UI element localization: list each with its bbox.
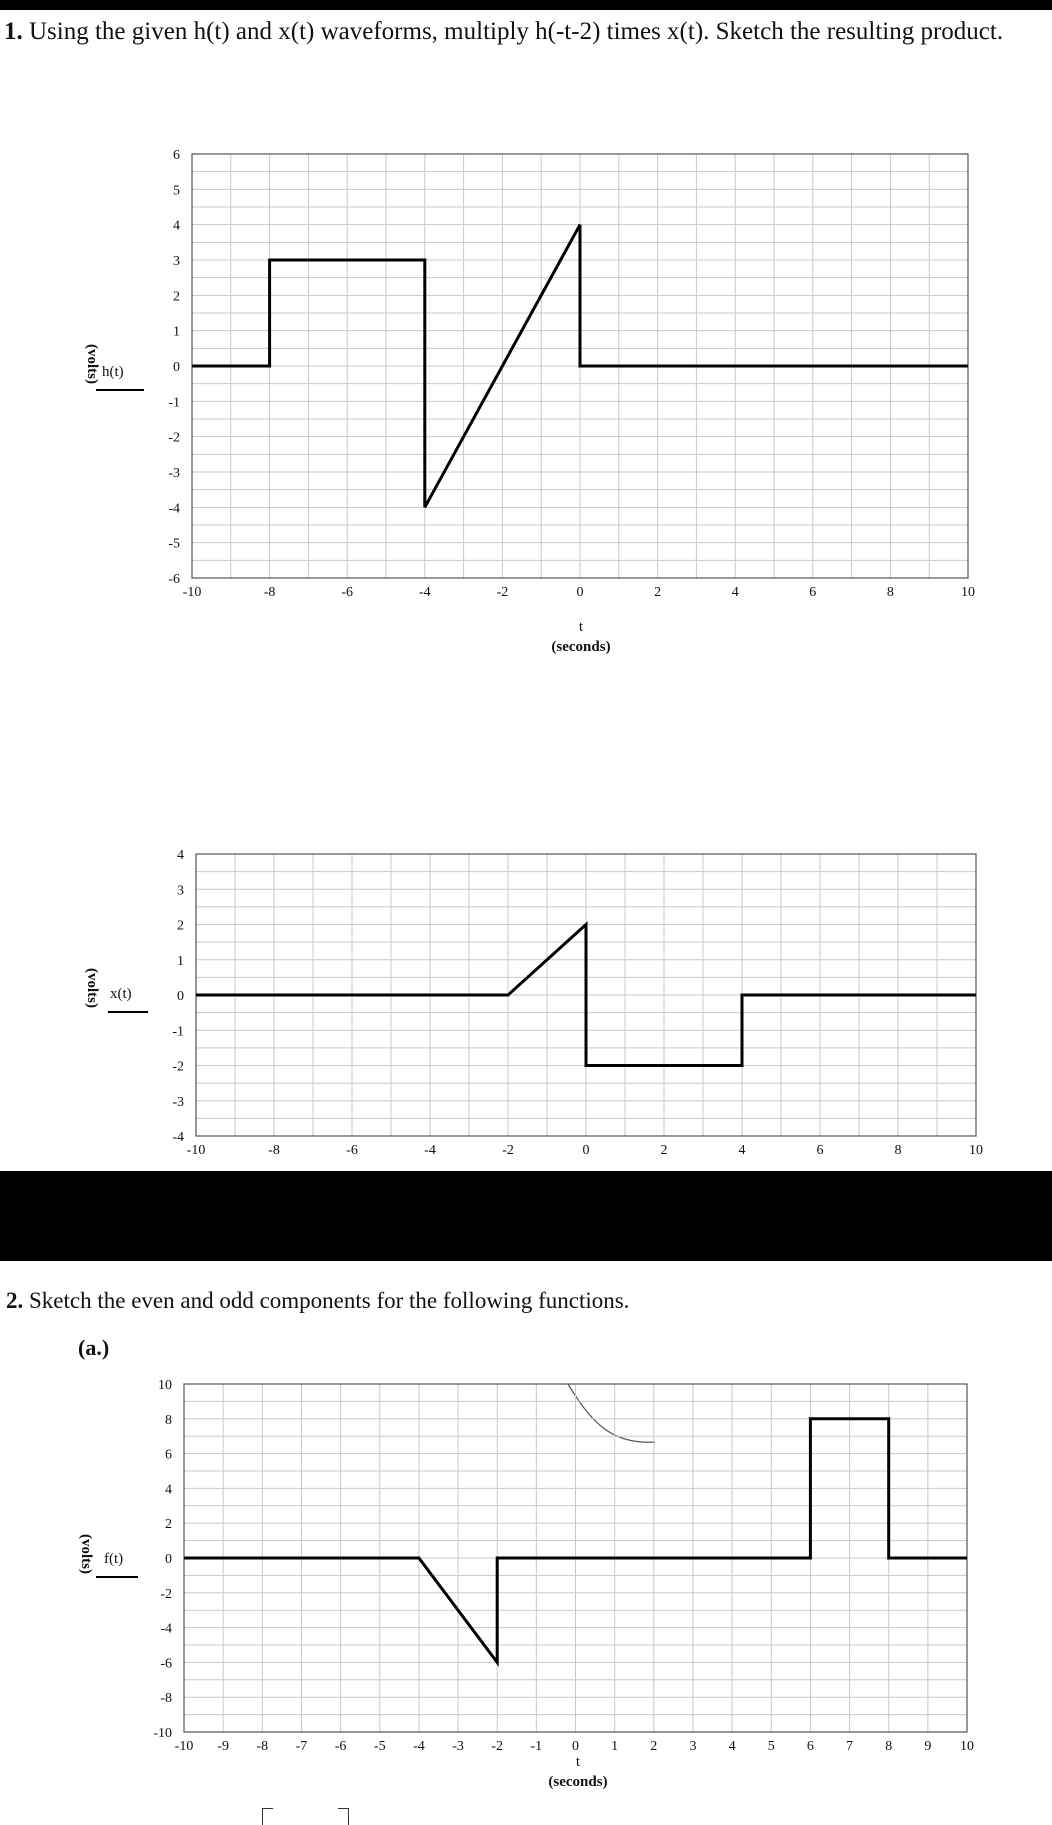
x-tick-label: -7 [295, 1739, 308, 1754]
x-tick-label: -2 [496, 585, 509, 600]
x-tick-label: 8 [894, 1143, 902, 1158]
y-tick-label: -8 [160, 1691, 172, 1707]
y-tick-label: -1 [168, 395, 180, 411]
x-tick-label: 8 [885, 1739, 893, 1754]
x-tick-label: -9 [217, 1739, 229, 1754]
y-tick-label: -2 [172, 1059, 184, 1075]
ylabel-text: (volts) [78, 1534, 94, 1574]
y-tick-label: -4 [160, 1621, 172, 1637]
x-tick-label: -4 [424, 1143, 436, 1158]
x-tick-label: -10 [186, 1143, 206, 1158]
y-tick-label: -4 [172, 1130, 184, 1145]
x-tick-label: 6 [816, 1143, 824, 1158]
y-tick-label: 0 [173, 360, 180, 375]
part-a-label: (a.) [78, 1335, 110, 1360]
x-tick-label: 10 [969, 1143, 983, 1158]
x-tick-label: 6 [806, 1739, 814, 1754]
x-tick-label: -3 [452, 1739, 464, 1754]
function-label: h(t) [102, 364, 124, 380]
f-of-t-plot [0, 1370, 1052, 1800]
y-tick-label: 4 [173, 218, 180, 234]
y-tick-label: 3 [177, 883, 184, 899]
y-tick-label: -5 [168, 536, 180, 552]
x-tick-label: 4 [738, 1143, 746, 1158]
x-tick-label: -10 [174, 1739, 194, 1754]
y-tick-label: 3 [173, 254, 180, 269]
xunit-text: (seconds) [551, 639, 611, 655]
x-tick-label: 2 [654, 585, 662, 600]
y-tick-label: -6 [168, 572, 180, 587]
x-tick-label: 10 [960, 1739, 974, 1754]
problem-2-text: Sketch the even and odd components for the following functions. [29, 1288, 630, 1313]
x-tick-label: 4 [728, 1739, 736, 1754]
y-tick-label: 6 [165, 1447, 172, 1463]
x-tick-label: 2 [650, 1739, 658, 1754]
x-tick-label: 8 [886, 585, 894, 600]
xunit-text: (seconds) [548, 1774, 608, 1790]
x-tick-label: 0 [582, 1143, 590, 1158]
x-tick-label: -1 [530, 1739, 543, 1754]
y-tick-label: -4 [168, 501, 180, 517]
x-tick-label: 9 [924, 1739, 932, 1754]
x-tick-label: -6 [346, 1143, 358, 1158]
y-tick-label: -3 [172, 1094, 184, 1110]
x-tick-label: -4 [418, 585, 431, 600]
y-tick-label: 0 [177, 989, 184, 1004]
function-label: f(t) [104, 1551, 124, 1567]
x-tick-label: -8 [256, 1739, 269, 1754]
y-tick-label: 2 [173, 289, 180, 305]
y-tick-label: 2 [165, 1517, 172, 1533]
x-tick-label: -8 [268, 1143, 280, 1158]
x-tick-label: -5 [373, 1739, 386, 1754]
y-tick-label: 4 [177, 848, 184, 863]
pen-stray-mark [568, 1384, 655, 1442]
problem-1-statement [4, 18, 1003, 46]
x-tick-label: 10 [961, 585, 975, 600]
problem-1-text: Using the given h(t) and x(t) waveforms, multiply h(-t-2) times x(t). Sketch the resulting product. [29, 18, 1004, 45]
y-tick-label: 10 [158, 1378, 172, 1393]
y-tick-label: 1 [173, 324, 180, 340]
x-tick-label: -8 [263, 585, 276, 600]
y-tick-label: -6 [160, 1656, 172, 1672]
y-tick-label: 2 [177, 918, 184, 934]
x-tick-label: 0 [572, 1739, 579, 1754]
x-tick-label: -10 [182, 585, 202, 600]
xlabel-text: t [575, 1754, 581, 1770]
x-tick-label: 6 [809, 585, 817, 600]
y-tick-label: -3 [168, 466, 180, 481]
x-tick-label: -2 [491, 1739, 504, 1754]
h-of-t-plot [0, 140, 1052, 680]
y-tick-label: 0 [165, 1552, 172, 1567]
y-tick-label: 1 [177, 953, 184, 969]
y-tick-label: 4 [165, 1482, 172, 1498]
y-tick-label: 8 [165, 1412, 172, 1428]
x-tick-label: 1 [611, 1739, 619, 1754]
matrix-bracket-right [338, 1808, 349, 1825]
y-tick-label: -2 [168, 430, 180, 446]
x-tick-label: 5 [767, 1739, 775, 1754]
y-tick-label: 6 [173, 148, 180, 163]
problem-1-number: 1. [4, 18, 23, 45]
ylabel-text: (volts) [84, 344, 100, 384]
y-tick-label: -10 [153, 1726, 172, 1741]
x-tick-label: -6 [341, 585, 354, 600]
x-tick-label: 3 [689, 1739, 697, 1754]
x-tick-label: 0 [576, 585, 584, 600]
problem-2-number: 2. [6, 1288, 24, 1313]
x-of-t-plot [0, 840, 1052, 1170]
y-unit-label [84, 344, 100, 384]
y-tick-label: 5 [173, 183, 180, 199]
x-tick-label: 7 [846, 1739, 854, 1754]
black-divider-band [0, 1171, 1052, 1261]
x-tick-label: 4 [731, 585, 739, 600]
y-tick-label: -1 [172, 1024, 184, 1040]
ylabel-text: (volts) [84, 968, 100, 1008]
x-tick-label: -4 [413, 1739, 425, 1754]
x-tick-label: 2 [660, 1143, 668, 1158]
x-tick-label: -6 [334, 1739, 347, 1754]
problem-2-statement [6, 1288, 629, 1314]
xlabel-text: t [578, 619, 584, 635]
y-tick-label: -2 [160, 1586, 172, 1602]
function-label: x(t) [110, 986, 132, 1002]
top-black-bar [0, 0, 1052, 10]
x-tick-label: -2 [502, 1143, 514, 1158]
matrix-bracket-left [262, 1808, 273, 1825]
